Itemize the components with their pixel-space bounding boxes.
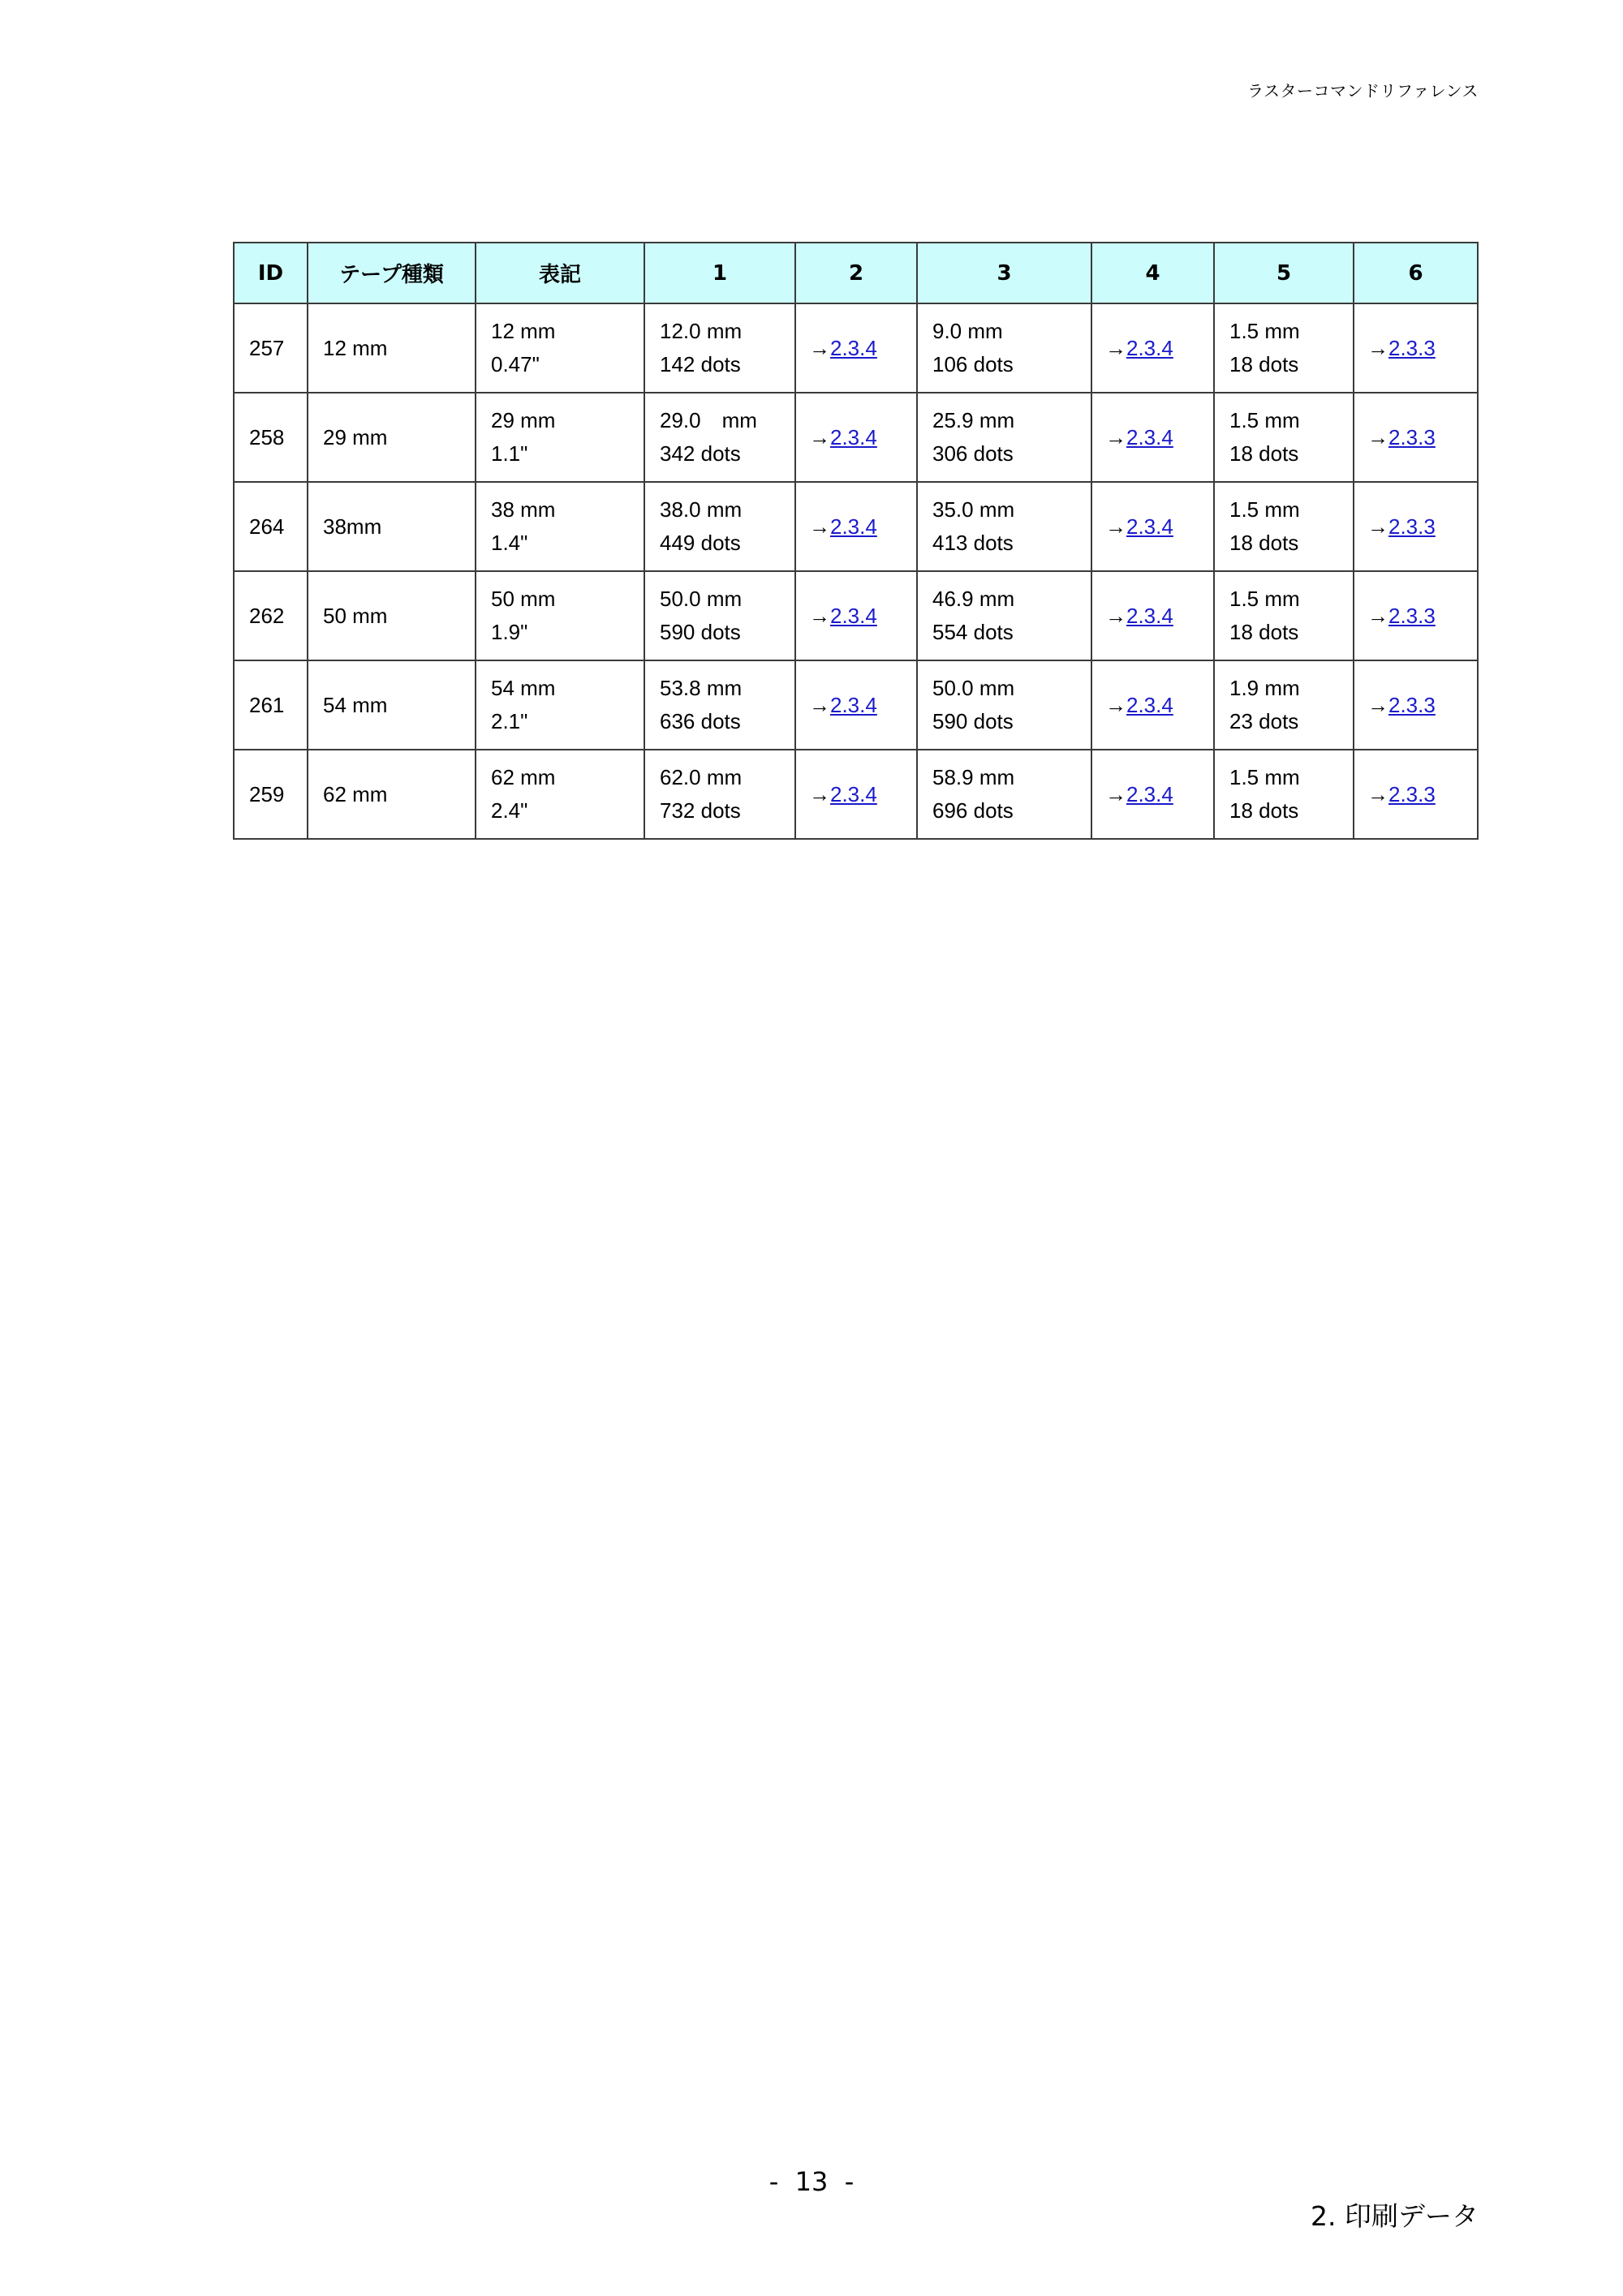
table-header-row [234,243,1478,303]
cell-id: 261 [234,660,308,750]
notation-mm: 54 mm [491,676,556,700]
value-dots: 106 dots [932,352,1014,376]
value-dots: 18 dots [1229,441,1299,466]
value-dots: 342 dots [660,441,741,466]
value-dots: 590 dots [660,620,741,644]
cell-1 [644,660,795,750]
cell-3 [917,571,1091,660]
cell-1 [644,482,795,571]
arrow-icon: → [809,335,830,360]
column-header-6: 6 [1354,243,1478,303]
cell-2 [795,482,917,571]
section-link[interactable]: 2.3.3 [1388,692,1436,717]
cell-2 [795,660,917,750]
arrow-icon: → [1367,603,1388,628]
cell-1 [644,303,795,393]
column-header-1: 1 [644,243,795,303]
notation-mm: 12 mm [491,319,556,343]
cell-3 [917,750,1091,839]
notation-inch: 1.4" [491,531,528,555]
cell-6 [1354,393,1478,482]
table-row [234,660,1478,750]
column-header-tape-type: テープ種類 [308,243,476,303]
column-header-5: 5 [1214,243,1354,303]
arrow-icon: → [1105,335,1126,360]
cell-6 [1354,303,1478,393]
section-link[interactable]: 2.3.4 [830,424,877,449]
cell-tape-type: 62 mm [308,750,476,839]
value-mm: 12.0 mm [660,319,743,343]
column-header-3: 3 [917,243,1091,303]
cell-6 [1354,660,1478,750]
cell-2 [795,571,917,660]
table-row [234,750,1478,839]
value-dots: 18 dots [1229,620,1299,644]
cell-5 [1214,571,1354,660]
section-link[interactable]: 2.3.4 [1126,692,1173,717]
value-mm: 58.9 mm [932,765,1015,789]
cell-6 [1354,750,1478,839]
arrow-icon: → [809,514,830,539]
cell-2 [795,393,917,482]
value-mm: 35.0 mm [932,497,1015,522]
value-dots: 590 dots [932,709,1014,733]
value-dots: 696 dots [932,798,1014,823]
value-dots: 18 dots [1229,531,1299,555]
cell-4 [1091,660,1214,750]
cell-5 [1214,750,1354,839]
cell-4 [1091,393,1214,482]
value-mm: 1.5 mm [1229,765,1300,789]
value-dots: 732 dots [660,798,741,823]
column-header-id: ID [234,243,308,303]
value-dots: 554 dots [932,620,1014,644]
table-row [234,393,1478,482]
value-mm: 53.8 mm [660,676,743,700]
column-header-2: 2 [795,243,917,303]
cell-3 [917,660,1091,750]
arrow-icon: → [1105,603,1126,628]
cell-3 [917,482,1091,571]
section-link[interactable]: 2.3.3 [1388,335,1436,360]
value-dots: 23 dots [1229,709,1299,733]
value-mm: 50.0 mm [932,676,1015,700]
cell-6 [1354,571,1478,660]
cell-id: 259 [234,750,308,839]
cell-3 [917,393,1091,482]
value-mm: 1.5 mm [1229,497,1300,522]
value-mm: 1.5 mm [1229,319,1300,343]
cell-5 [1214,393,1354,482]
cell-4 [1091,482,1214,571]
cell-1 [644,750,795,839]
notation-inch: 1.1" [491,441,528,466]
cell-6 [1354,482,1478,571]
table-row [234,482,1478,571]
cell-4 [1091,571,1214,660]
notation-mm: 38 mm [491,497,556,522]
cell-notation [476,660,644,750]
value-mm: 50.0 mm [660,587,743,611]
cell-tape-type: 38mm [308,482,476,571]
arrow-icon: → [809,692,830,717]
cell-tape-type: 54 mm [308,660,476,750]
value-mm: 1.5 mm [1229,587,1300,611]
value-dots: 18 dots [1229,798,1299,823]
section-link[interactable]: 2.3.3 [1388,603,1436,628]
value-dots: 636 dots [660,709,741,733]
cell-notation [476,482,644,571]
arrow-icon: → [1105,424,1126,449]
value-mm: 46.9 mm [932,587,1015,611]
notation-mm: 62 mm [491,765,556,789]
cell-tape-type: 29 mm [308,393,476,482]
arrow-icon: → [1367,692,1388,717]
cell-3 [917,303,1091,393]
section-link[interactable]: 2.3.4 [830,603,877,628]
arrow-icon: → [809,781,830,806]
page-number: - 13 - [768,2166,855,2197]
notation-inch: 1.9" [491,620,528,644]
value-mm: 29.0 mm [660,408,757,432]
cell-5 [1214,303,1354,393]
arrow-icon: → [1105,692,1126,717]
arrow-icon: → [1105,781,1126,806]
section-link[interactable]: 2.3.4 [1126,603,1173,628]
cell-notation [476,393,644,482]
value-mm: 38.0 mm [660,497,743,522]
value-mm: 1.9 mm [1229,676,1300,700]
notation-mm: 29 mm [491,408,556,432]
cell-id: 262 [234,571,308,660]
cell-tape-type: 12 mm [308,303,476,393]
section-link[interactable]: 2.3.4 [1126,335,1173,360]
section-link[interactable]: 2.3.4 [830,692,877,717]
cell-1 [644,393,795,482]
cell-notation [476,303,644,393]
cell-4 [1091,750,1214,839]
tape-spec-table [233,242,1479,840]
cell-id: 258 [234,393,308,482]
section-link[interactable]: 2.3.4 [830,781,877,806]
arrow-icon: → [1367,424,1388,449]
notation-inch: 2.1" [491,709,528,733]
arrow-icon: → [1105,514,1126,539]
cell-5 [1214,660,1354,750]
section-link[interactable]: 2.3.4 [830,514,877,539]
cell-4 [1091,303,1214,393]
arrow-icon: → [1367,781,1388,806]
value-dots: 142 dots [660,352,741,376]
arrow-icon: → [1367,514,1388,539]
page-header-title: ラスターコマンドリファレンス [1247,81,1479,101]
cell-id: 257 [234,303,308,393]
cell-2 [795,750,917,839]
cell-tape-type: 50 mm [308,571,476,660]
value-dots: 449 dots [660,531,741,555]
section-link[interactable]: 2.3.4 [1126,424,1173,449]
section-link[interactable]: 2.3.3 [1388,514,1436,539]
cell-1 [644,571,795,660]
arrow-icon: → [809,424,830,449]
cell-5 [1214,482,1354,571]
notation-mm: 50 mm [491,587,556,611]
value-mm: 25.9 mm [932,408,1015,432]
cell-2 [795,303,917,393]
value-dots: 306 dots [932,441,1014,466]
table-row [234,571,1478,660]
notation-inch: 2.4" [491,798,528,823]
value-mm: 9.0 mm [932,319,1003,343]
value-dots: 413 dots [932,531,1014,555]
value-mm: 1.5 mm [1229,408,1300,432]
arrow-icon: → [809,603,830,628]
cell-notation [476,571,644,660]
value-dots: 18 dots [1229,352,1299,376]
chapter-title: 2. 印刷データ [1311,2200,1479,2232]
section-link[interactable]: 2.3.4 [1126,781,1173,806]
column-header-4: 4 [1091,243,1214,303]
section-link[interactable]: 2.3.3 [1388,781,1436,806]
value-mm: 62.0 mm [660,765,743,789]
column-header-notation: 表記 [476,243,644,303]
section-link[interactable]: 2.3.3 [1388,424,1436,449]
arrow-icon: → [1367,335,1388,360]
cell-id: 264 [234,482,308,571]
cell-notation [476,750,644,839]
section-link[interactable]: 2.3.4 [830,335,877,360]
notation-inch: 0.47" [491,352,540,376]
section-link[interactable]: 2.3.4 [1126,514,1173,539]
table-row [234,303,1478,393]
